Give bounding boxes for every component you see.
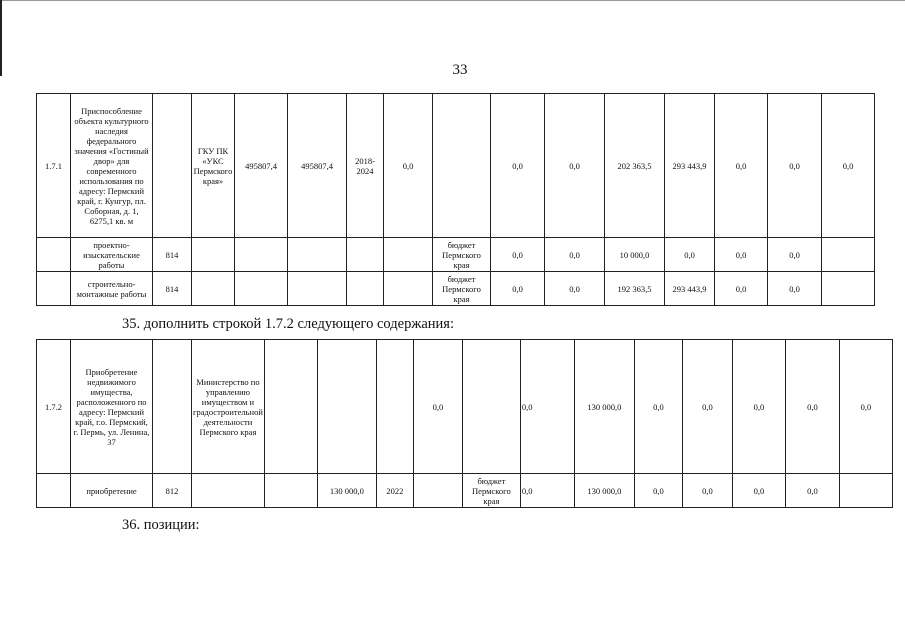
value-cell: 0,0	[545, 94, 605, 238]
value-cell: 293 443,9	[665, 272, 715, 306]
empty-cell	[822, 272, 875, 306]
paragraph-35: 35. дополнить строкой 1.7.2 следующего содержания:	[122, 316, 454, 332]
value-cell: 0,0	[682, 340, 732, 474]
page-top-edge	[0, 0, 905, 1]
empty-cell	[347, 272, 384, 306]
value-cell: 0,0	[545, 272, 605, 306]
empty-cell	[317, 340, 376, 474]
value-cell: 0,0	[520, 340, 574, 474]
item-name: Приобретение недвижимого имущества, расположенного по адресу: Пермский край, г.о. Пермский, г. Пермь, ул. Ленина, 37	[71, 340, 153, 474]
empty-cell	[384, 272, 433, 306]
empty-cell	[153, 340, 192, 474]
empty-cell	[413, 474, 462, 508]
subitem-name: строительно-монтажные работы	[71, 272, 153, 306]
empty-cell	[235, 272, 288, 306]
value-cell: 0,0	[768, 94, 822, 238]
value-cell: 0,0	[491, 94, 545, 238]
value-cell: 0,0	[413, 340, 462, 474]
value-cell: 0,0	[491, 238, 545, 272]
empty-cell	[288, 272, 347, 306]
subitem-name: приобретение	[71, 474, 153, 508]
empty-cell	[235, 238, 288, 272]
value-cell: 130 000,0	[574, 474, 634, 508]
value-cell: 10 000,0	[605, 238, 665, 272]
item-name: Приспособление объекта культурного наследия федерального значения «Гостиный двор» для современного использования по адресу: Пермский край, г. Кунгур, пл. Соборная, д. 1, 6275,1 кв. м	[71, 94, 153, 238]
subitem-name: проектно-изыскательские работы	[71, 238, 153, 272]
empty-cell	[462, 340, 520, 474]
empty-cell	[37, 474, 71, 508]
budget-code: 812	[153, 474, 192, 508]
period-cell: 2022	[376, 474, 413, 508]
empty-cell	[433, 94, 491, 238]
empty-cell	[384, 238, 433, 272]
table-row	[37, 272, 875, 306]
value-cell: 0,0	[785, 340, 839, 474]
empty-cell	[839, 474, 892, 508]
value-cell: 0,0	[822, 94, 875, 238]
row-code: 1.7.1	[37, 94, 71, 238]
value-cell: 0,0	[732, 474, 785, 508]
value-cell: 0,0	[491, 272, 545, 306]
empty-cell	[264, 474, 317, 508]
value-cell: 0,0	[384, 94, 433, 238]
value-cell: 130 000,0	[574, 340, 634, 474]
empty-cell	[288, 238, 347, 272]
table-row	[37, 340, 893, 474]
empty-cell	[264, 340, 317, 474]
empty-cell	[37, 272, 71, 306]
empty-cell	[192, 474, 265, 508]
budget-code: 814	[153, 238, 192, 272]
table-row	[37, 474, 893, 508]
row-code: 1.7.2	[37, 340, 71, 474]
value-cell: 0,0	[715, 94, 768, 238]
funding-source: бюджет Пермского края	[433, 238, 491, 272]
program-table-2	[36, 339, 893, 508]
empty-cell	[192, 238, 235, 272]
value-cell: 495807,4	[288, 94, 347, 238]
program-table-1	[36, 93, 875, 306]
value-cell: 293 443,9	[665, 94, 715, 238]
value-cell: 0,0	[520, 474, 574, 508]
value-cell: 0,0	[768, 238, 822, 272]
page-number: 33	[452, 62, 468, 78]
value-cell: 0,0	[715, 272, 768, 306]
paragraph-36: 36. позиции:	[122, 517, 200, 533]
value-cell: 0,0	[715, 238, 768, 272]
empty-cell	[822, 238, 875, 272]
funding-source: бюджет Пермского края	[462, 474, 520, 508]
value-cell: 0,0	[545, 238, 605, 272]
value-cell: 0,0	[768, 272, 822, 306]
value-cell: 0,0	[732, 340, 785, 474]
value-cell: 495807,4	[235, 94, 288, 238]
table-row	[37, 238, 875, 272]
value-cell: 0,0	[785, 474, 839, 508]
page-left-edge	[0, 0, 2, 76]
executor: Министерство по управлению имуществом и градостроительной деятельности Пермского края	[192, 340, 265, 474]
value-cell: 0,0	[634, 474, 682, 508]
funding-source: бюджет Пермского края	[433, 272, 491, 306]
empty-cell	[37, 238, 71, 272]
budget-code: 814	[153, 272, 192, 306]
value-cell: 0,0	[634, 340, 682, 474]
empty-cell	[347, 238, 384, 272]
value-cell: 130 000,0	[317, 474, 376, 508]
table-row	[37, 94, 875, 238]
value-cell: 202 363,5	[605, 94, 665, 238]
empty-cell	[192, 272, 235, 306]
empty-cell	[153, 94, 192, 238]
value-cell: 0,0	[665, 238, 715, 272]
value-cell: 192 363,5	[605, 272, 665, 306]
period-cell: 2018-2024	[347, 94, 384, 238]
value-cell: 0,0	[682, 474, 732, 508]
value-cell: 0,0	[839, 340, 892, 474]
executor: ГКУ ПК «УКС Пермского края»	[192, 94, 235, 238]
empty-cell	[376, 340, 413, 474]
